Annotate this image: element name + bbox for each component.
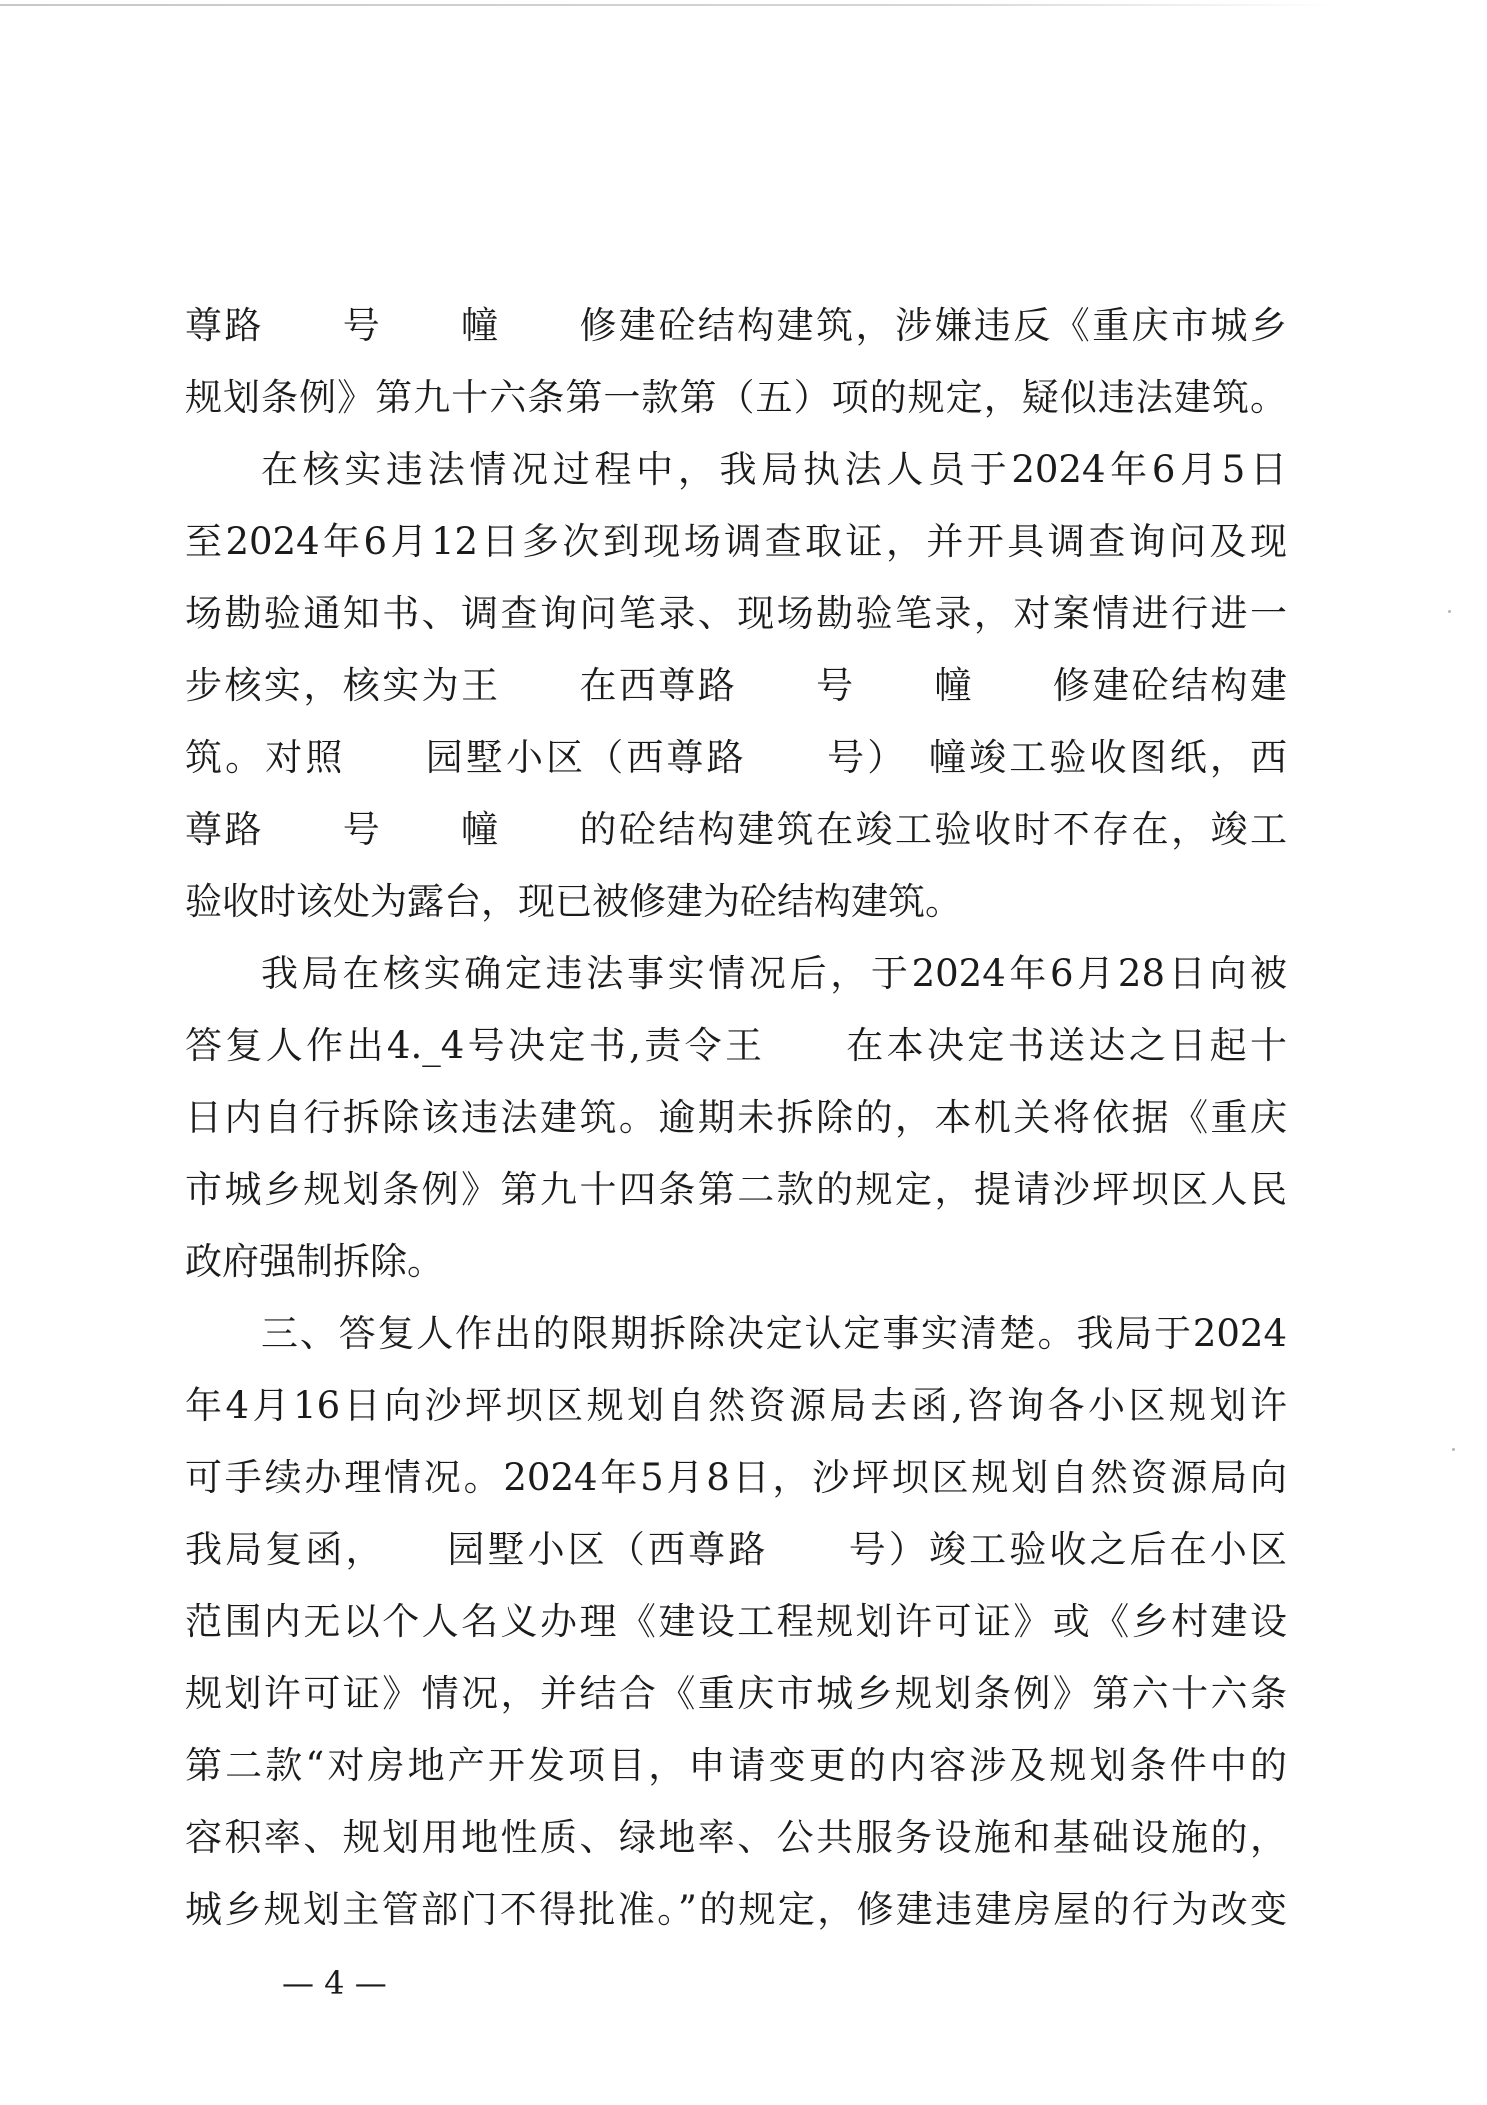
text-line: 容积率、规划用地性质、绿地率、公共服务设施和基础设施的， <box>185 1816 1287 1859</box>
text-line: 三、答复人作出的限期拆除决定认定事实清楚。我局于2024 <box>261 1312 1287 1355</box>
text-line: 尊路 号 幢 的砼结构建筑在竣工验收时不存在，竣工 <box>185 808 1287 851</box>
text-line: 场勘验通知书、调查询问笔录、现场勘验笔录，对案情进行进一 <box>185 592 1287 635</box>
text-line: 在核实违法情况过程中，我局执法人员于2024年6月5日 <box>261 448 1287 491</box>
text-line: 规划许可证》情况，并结合《重庆市城乡规划条例》第六十六条 <box>185 1672 1287 1715</box>
scan-speck <box>1452 1448 1455 1451</box>
text-line: 我局复函， 园墅小区（西尊路 号）竣工验收之后在小区 <box>185 1528 1287 1571</box>
document-body <box>185 290 1287 1946</box>
text-line: 日内自行拆除该违法建筑。逾期未拆除的，本机关将依据《重庆 <box>185 1096 1287 1139</box>
text-line: 步核实，核实为王 在西尊路 号 幢 修建砼结构建 <box>185 664 1287 707</box>
text-line: 规划条例》第九十六条第一款第（五）项的规定，疑似违法建筑。 <box>185 376 1287 419</box>
text-line: 第二款“对房地产开发项目，申请变更的内容涉及规划条件中的 <box>185 1744 1287 1787</box>
text-line: 城乡规划主管部门不得批准。”的规定，修建违建房屋的行为改变 <box>185 1888 1287 1931</box>
text-line: 我局在核实确定违法事实情况后，于2024年6月28日向被 <box>261 952 1287 995</box>
text-line: 年4月16日向沙坪坝区规划自然资源局去函,咨询各小区规划许 <box>185 1384 1287 1427</box>
text-line: 筑。对照 园墅小区（西尊路 号） 幢竣工验收图纸，西 <box>185 736 1287 779</box>
text-line: 范围内无以个人名义办理《建设工程规划许可证》或《乡村建设 <box>185 1600 1287 1643</box>
scan-edge-line <box>0 4 1340 6</box>
text-line: 尊路 号 幢 修建砼结构建筑，涉嫌违反《重庆市城乡 <box>185 304 1287 347</box>
page-number: — 4 — <box>282 1964 387 2002</box>
text-line: 政府强制拆除。 <box>185 1240 444 1283</box>
text-line: 验收时该处为露台，现已被修建为砼结构建筑。 <box>185 880 962 923</box>
scan-speck <box>1448 610 1451 613</box>
text-line: 可手续办理情况。2024年5月8日，沙坪坝区规划自然资源局向 <box>185 1456 1287 1499</box>
text-line: 答复人作出4._4号决定书,责令王 在本决定书送达之日起十 <box>185 1024 1287 1067</box>
text-line: 市城乡规划条例》第九十四条第二款的规定，提请沙坪坝区人民 <box>185 1168 1287 1211</box>
text-line: 至2024年6月12日多次到现场调查取证，并开具调查询问及现 <box>185 520 1287 563</box>
